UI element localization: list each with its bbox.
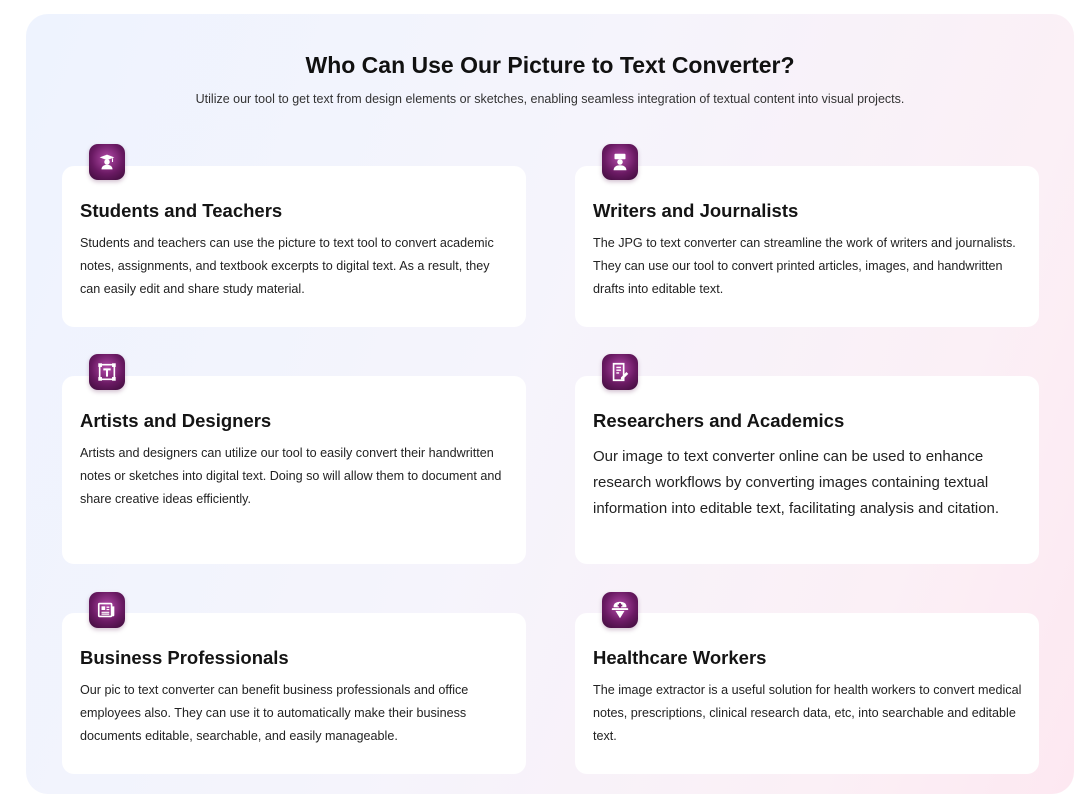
- card-artists-designers: [62, 376, 526, 564]
- card-description: Artists and designers can utilize our tool to easily convert their handwritten notes or sketches into digital text. Doing so will allow them to document and share creative ideas efficiently.: [80, 446, 502, 506]
- card-description: Students and teachers can use the picture to text tool to convert academic notes, assignments, and textbook excerpts to digital text. As a result, they can easily edit and share study material.: [80, 236, 494, 296]
- text-frame-icon: [89, 354, 125, 390]
- card-writers-journalists: [575, 166, 1039, 327]
- writer-icon: [602, 144, 638, 180]
- card-description: The JPG to text converter can streamline the work of writers and journalists. They can use our tool to convert printed articles, images, and handwritten drafts into editable text.: [593, 236, 1016, 296]
- card-title: Students and Teachers: [80, 200, 283, 221]
- card-title: Writers and Journalists: [593, 200, 799, 221]
- card-description: Our image to text converter online can be used to enhance research workflows by converting images containing textual information into editable text, facilitating analysis and citation.: [593, 448, 1000, 517]
- card-business-professionals: [62, 613, 526, 774]
- section-title: Who Can Use Our Picture to Text Converter?: [305, 52, 795, 78]
- card-title: Business Professionals: [80, 647, 289, 668]
- card-description: Our pic to text converter can benefit business professionals and office employees also. They can use it to automatically make their business documents editable, searchable, and easily manageable.: [80, 683, 469, 743]
- card-title: Healthcare Workers: [593, 647, 767, 668]
- card-title: Artists and Designers: [80, 410, 272, 431]
- card-healthcare-workers: [575, 613, 1039, 774]
- card-title: Researchers and Academics: [593, 410, 845, 431]
- newspaper-icon: [89, 592, 125, 628]
- card-description: The image extractor is a useful solution for health workers to convert medical notes, prescriptions, clinical research data, etc, into searchable and editable text.: [593, 683, 1022, 743]
- card-students-teachers: [62, 166, 526, 327]
- card-researchers-academics: [575, 376, 1039, 564]
- nurse-icon: [602, 592, 638, 628]
- graduate-icon: [89, 144, 125, 180]
- section-subtitle: Utilize our tool to get text from design elements or sketches, enabling seamless integration of textual content into visual projects.: [195, 92, 905, 106]
- document-edit-icon: [602, 354, 638, 390]
